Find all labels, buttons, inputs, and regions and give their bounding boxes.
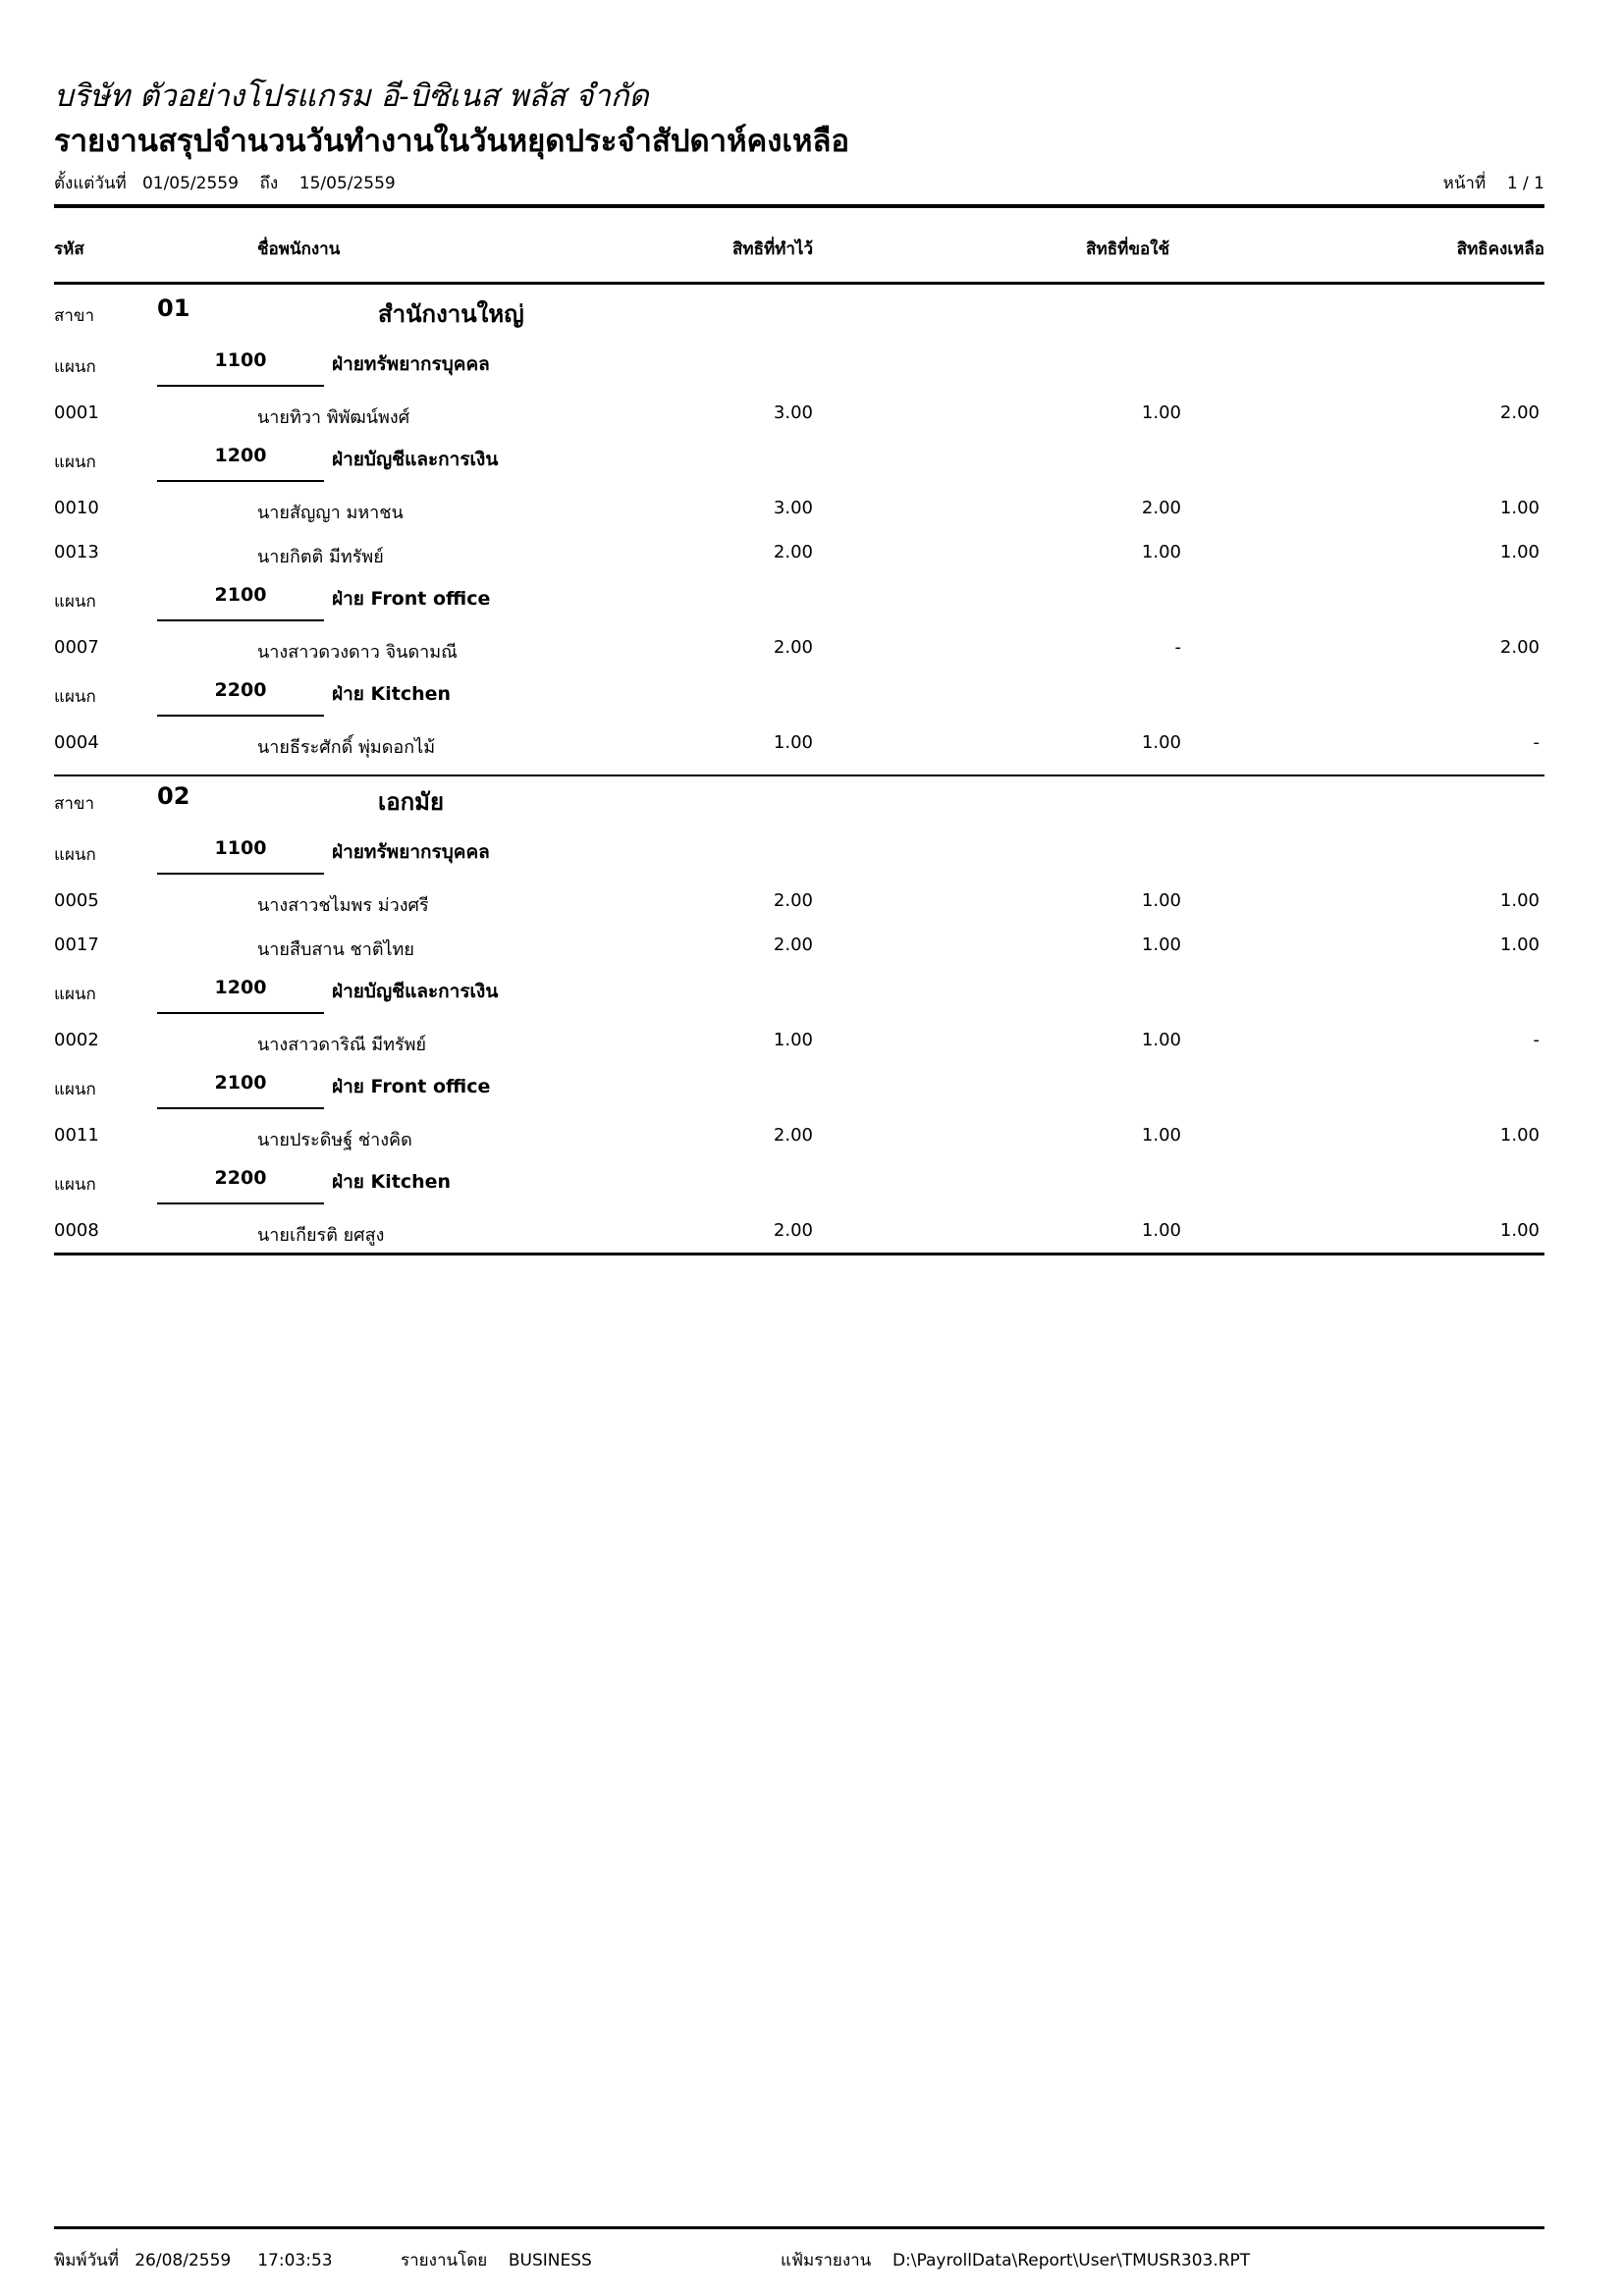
remaining-value: 1.00 xyxy=(1499,934,1540,955)
col-earned: สิทธิที่ทำไว้ xyxy=(731,240,813,259)
employee-name: นายเกียรติ ยศสูง xyxy=(257,1225,385,1246)
employee-row xyxy=(0,633,1623,663)
branch-separator-rule xyxy=(54,774,1544,776)
department-name: ฝ่าย Kitchen xyxy=(332,1171,452,1193)
earned-value: 2.00 xyxy=(773,934,813,955)
employee-name: นายสัญญา มหาชน xyxy=(257,503,404,523)
used-value: 1.00 xyxy=(1141,402,1181,423)
remaining-value: - xyxy=(1533,732,1540,753)
employee-code: 0005 xyxy=(54,890,99,911)
employee-name: นายทิวา พิพัฒน์พงศ์ xyxy=(257,407,410,428)
earned-value: 1.00 xyxy=(773,1030,813,1050)
department-label: แผนก xyxy=(54,357,96,377)
table-bottom-rule xyxy=(54,1253,1544,1255)
department-header xyxy=(0,1070,1623,1111)
used-value: 1.00 xyxy=(1141,1125,1181,1146)
employee-row xyxy=(0,1216,1623,1246)
used-value: 2.00 xyxy=(1141,498,1181,518)
department-header xyxy=(0,975,1623,1016)
branch-code: 02 xyxy=(157,782,190,810)
department-code: 2100 xyxy=(214,584,267,606)
department-label: แผนก xyxy=(54,985,96,1004)
used-value: 1.00 xyxy=(1141,890,1181,911)
footer-rule xyxy=(54,2226,1544,2229)
remaining-value: 2.00 xyxy=(1499,402,1540,423)
footer-file xyxy=(781,2247,1250,2273)
earned-value: 2.00 xyxy=(773,1125,813,1146)
branch-label: สาขา xyxy=(54,306,95,326)
earned-value: 2.00 xyxy=(773,542,813,562)
earned-value: 3.00 xyxy=(773,498,813,518)
department-name: ฝ่าย Front office xyxy=(332,588,491,610)
employee-code: 0008 xyxy=(54,1220,99,1241)
employee-code: 0010 xyxy=(54,498,99,518)
footer-by xyxy=(401,2247,592,2273)
department-label: แผนก xyxy=(54,1080,96,1099)
used-value: 1.00 xyxy=(1141,732,1181,753)
department-code-underline xyxy=(157,480,324,482)
col-used: สิทธิที่ขอใช้ xyxy=(1086,240,1169,259)
used-value: 1.00 xyxy=(1141,1030,1181,1050)
branch-name: เอกมัย xyxy=(378,788,445,816)
remaining-value: 1.00 xyxy=(1499,542,1540,562)
department-name: ฝ่าย Kitchen xyxy=(332,683,452,705)
header-top-rule xyxy=(54,204,1544,208)
department-header xyxy=(0,582,1623,623)
from-date: 01/05/2559 xyxy=(141,174,239,193)
remaining-value: 1.00 xyxy=(1499,1125,1540,1146)
department-name: ฝ่ายทรัพยากรบุคคล xyxy=(332,353,490,375)
employee-row xyxy=(0,886,1623,916)
department-label: แผนก xyxy=(54,453,96,472)
employee-row xyxy=(0,399,1623,428)
earned-value: 2.00 xyxy=(773,1220,813,1241)
earned-value: 3.00 xyxy=(773,402,813,423)
branch-name: สำนักงานใหญ่ xyxy=(378,300,524,328)
col-remaining: สิทธิคงเหลือ xyxy=(1456,240,1544,259)
employee-row xyxy=(0,1026,1623,1055)
employee-name: นายสืบสาน ชาติไทย xyxy=(257,939,414,960)
department-name: ฝ่าย Front office xyxy=(332,1076,491,1097)
department-header xyxy=(0,835,1623,877)
employee-row xyxy=(0,728,1623,758)
branch-label: สาขา xyxy=(54,794,95,814)
department-code: 1100 xyxy=(214,349,267,371)
print-date: 26/08/2559 xyxy=(135,2251,232,2270)
employee-name: นายประดิษฐ์ ช่างคิด xyxy=(257,1130,412,1150)
department-label: แผนก xyxy=(54,1175,96,1195)
employee-row xyxy=(0,931,1623,960)
date-range xyxy=(54,170,396,196)
department-code: 1200 xyxy=(214,445,267,466)
employee-name: นางสาวชไมพร ม่วงศรี xyxy=(257,895,429,916)
earned-value: 1.00 xyxy=(773,732,813,753)
department-name: ฝ่ายบัญชีและการเงิน xyxy=(332,449,499,470)
department-code: 2200 xyxy=(214,1167,267,1189)
department-label: แผนก xyxy=(54,845,96,865)
branch-header xyxy=(0,782,1623,818)
department-label: แผนก xyxy=(54,687,96,707)
employee-name: นายกิตติ มีทรัพย์ xyxy=(257,547,384,567)
used-value: 1.00 xyxy=(1141,1220,1181,1241)
department-code-underline xyxy=(157,1202,324,1204)
print-time: 17:03:53 xyxy=(257,2251,333,2270)
employee-row xyxy=(0,494,1623,523)
col-name: ชื่อพนักงาน xyxy=(257,240,341,259)
department-label: แผนก xyxy=(54,592,96,612)
employee-code: 0011 xyxy=(54,1125,99,1146)
employee-name: นางสาวดาริณี มีทรัพย์ xyxy=(257,1035,427,1055)
branch-code: 01 xyxy=(157,294,190,322)
department-code: 2100 xyxy=(214,1072,267,1094)
department-header xyxy=(0,347,1623,389)
by-value: BUSINESS xyxy=(508,2251,592,2270)
department-code: 1100 xyxy=(214,837,267,859)
company-name: บริษัท ตัวอย่างโปรแกรม อี-บิซิเนส พลัส จำกัด xyxy=(54,79,649,114)
department-name: ฝ่ายบัญชีและการเงิน xyxy=(332,981,499,1002)
employee-name: นายธีระศักดิ์ พุ่มดอกไม้ xyxy=(257,737,436,758)
employee-code: 0002 xyxy=(54,1030,99,1050)
header-bottom-rule xyxy=(54,282,1544,285)
remaining-value: 1.00 xyxy=(1499,890,1540,911)
remaining-value: 2.00 xyxy=(1499,637,1540,658)
file-label: แฟ้มรายงาน xyxy=(781,2251,872,2270)
page-number xyxy=(1443,170,1544,196)
employee-code: 0017 xyxy=(54,934,99,955)
department-code-underline xyxy=(157,1107,324,1109)
employee-name: นางสาวดวงดาว จินดามณี xyxy=(257,642,458,663)
department-code: 2200 xyxy=(214,679,267,701)
department-code-underline xyxy=(157,1012,324,1014)
footer-print xyxy=(54,2247,333,2273)
department-header xyxy=(0,443,1623,484)
department-code-underline xyxy=(157,619,324,621)
employee-code: 0001 xyxy=(54,402,99,423)
page-label: หน้าที่ xyxy=(1442,174,1487,193)
used-value: - xyxy=(1174,637,1181,658)
employee-row xyxy=(0,538,1623,567)
department-code-underline xyxy=(157,715,324,717)
used-value: 1.00 xyxy=(1141,542,1181,562)
department-code-underline xyxy=(157,873,324,875)
to-label: ถึง xyxy=(259,174,279,193)
from-label: ตั้งแต่วันที่ xyxy=(54,174,127,193)
employee-row xyxy=(0,1121,1623,1150)
used-value: 1.00 xyxy=(1141,934,1181,955)
employee-code: 0013 xyxy=(54,542,99,562)
department-header xyxy=(0,677,1623,719)
report-title: รายงานสรุปจำนวนวันทำงานในวันหยุดประจำสัปดาห์คงเหลือ xyxy=(54,124,850,159)
print-label: พิมพ์วันที่ xyxy=(54,2251,119,2270)
page-value: 1 / 1 xyxy=(1506,174,1544,193)
remaining-value: - xyxy=(1533,1030,1540,1050)
branch-header xyxy=(0,294,1623,330)
by-label: รายงานโดย xyxy=(401,2251,488,2270)
employee-code: 0007 xyxy=(54,637,99,658)
to-date: 15/05/2559 xyxy=(298,174,396,193)
remaining-value: 1.00 xyxy=(1499,1220,1540,1241)
department-code: 1200 xyxy=(214,977,267,998)
employee-code: 0004 xyxy=(54,732,99,753)
department-header xyxy=(0,1165,1623,1206)
earned-value: 2.00 xyxy=(773,637,813,658)
file-value: D:\PayrollData\Report\User\TMUSR303.RPT xyxy=(892,2251,1251,2270)
earned-value: 2.00 xyxy=(773,890,813,911)
col-code: รหัส xyxy=(54,240,84,259)
department-name: ฝ่ายทรัพยากรบุคคล xyxy=(332,841,490,863)
department-code-underline xyxy=(157,385,324,387)
remaining-value: 1.00 xyxy=(1499,498,1540,518)
